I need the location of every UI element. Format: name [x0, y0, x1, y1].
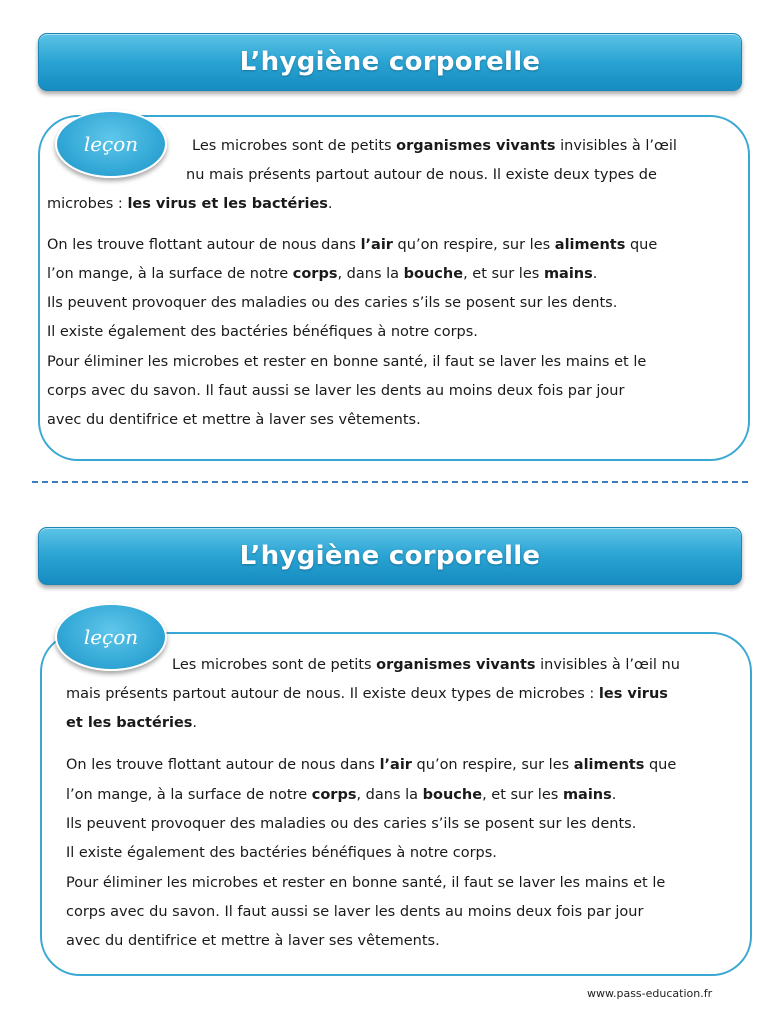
page-title: L’hygiène corporelle	[239, 541, 541, 571]
lesson-line: corps avec du savon. Il faut aussi se laver les dents au moins deux fois par jour	[66, 904, 644, 920]
title-banner-bottom	[38, 527, 742, 585]
title-banner-top	[38, 33, 742, 91]
lesson-line: Il existe également des bactéries bénéfiques à notre corps.	[66, 845, 497, 861]
lesson-line: et les bactéries.	[66, 715, 198, 731]
lesson-line: Les microbes sont de petits organismes vivants invisibles à l’œil	[192, 138, 677, 154]
lesson-line: l’on mange, à la surface de notre corps, dans la bouche, et sur les mains.	[47, 266, 598, 282]
lesson-line: Les microbes sont de petits organismes vivants invisibles à l’œil nu	[172, 657, 680, 673]
lesson-line: Pour éliminer les microbes et rester en bonne santé, il faut se laver les mains et le	[47, 354, 647, 370]
lesson-badge-label: leçon	[83, 625, 139, 649]
lesson-line: avec du dentifrice et mettre à laver ses vêtements.	[47, 412, 421, 428]
lesson-badge-bottom	[55, 603, 167, 671]
lesson-line: Ils peuvent provoquer des maladies ou des caries s’ils se posent sur les dents.	[66, 816, 637, 832]
footer-url: www.pass-education.fr	[587, 987, 713, 1000]
lesson-badge-label: leçon	[83, 132, 139, 156]
lesson-line: On les trouve flottant autour de nous dans l’air qu’on respire, sur les aliments que	[66, 757, 677, 773]
lesson-line: mais présents partout autour de nous. Il existe deux types de microbes : les virus	[66, 686, 668, 702]
lesson-line: l’on mange, à la surface de notre corps, dans la bouche, et sur les mains.	[66, 787, 617, 803]
lesson-badge-top	[55, 110, 167, 178]
lesson-line: nu mais présents partout autour de nous. Il existe deux types de	[186, 167, 657, 183]
page-title: L’hygiène corporelle	[239, 47, 541, 77]
lesson-line: Il existe également des bactéries bénéfiques à notre corps.	[47, 324, 478, 340]
cut-line-separator	[32, 481, 748, 483]
lesson-line: On les trouve flottant autour de nous dans l’air qu’on respire, sur les aliments que	[47, 237, 658, 253]
lesson-line: microbes : les virus et les bactéries.	[47, 196, 333, 212]
lesson-line: Ils peuvent provoquer des maladies ou des caries s’ils se posent sur les dents.	[47, 295, 618, 311]
lesson-line: Pour éliminer les microbes et rester en bonne santé, il faut se laver les mains et le	[66, 875, 666, 891]
lesson-line: corps avec du savon. Il faut aussi se laver les dents au moins deux fois par jour	[47, 383, 625, 399]
lesson-line: avec du dentifrice et mettre à laver ses vêtements.	[66, 933, 440, 949]
